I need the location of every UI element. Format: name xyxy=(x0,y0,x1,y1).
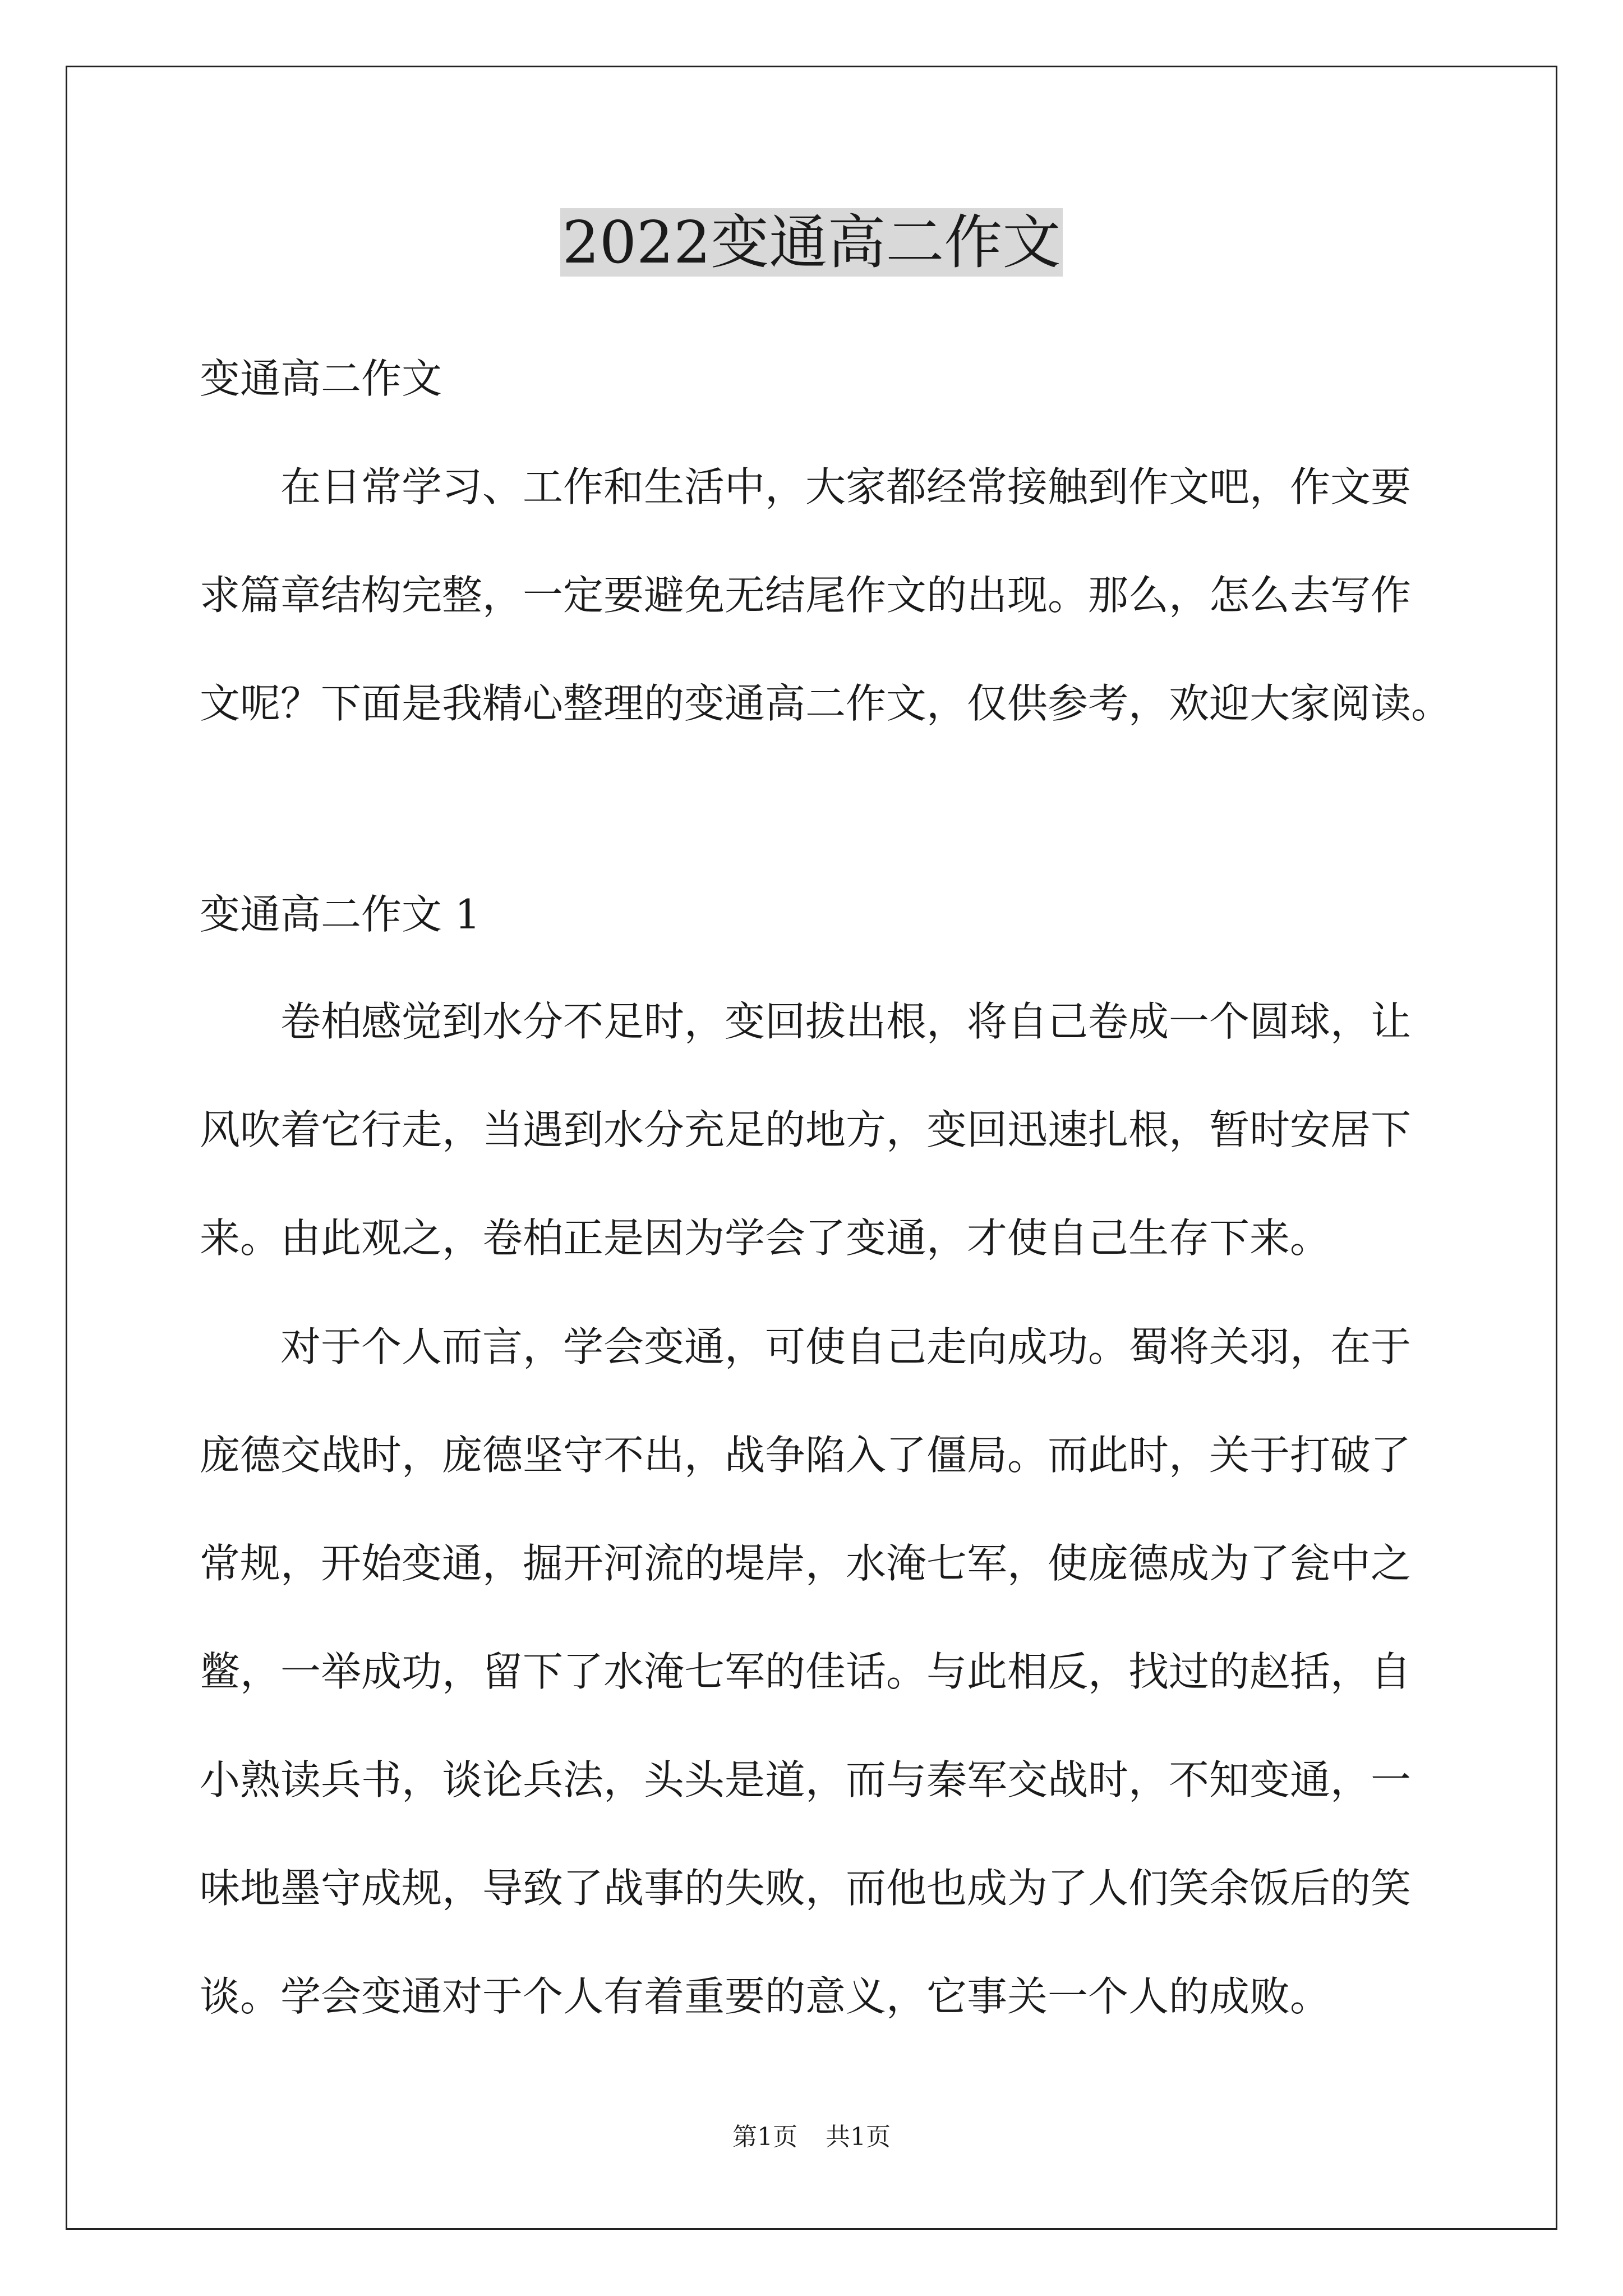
paragraph-line: 味地墨守成规，导致了战事的失败，而他也成为了人们笑余饭后的笑 xyxy=(200,1865,1412,1912)
paragraph-line: 谈。学会变通对于个人有着重要的意义，它事关一个人的成败。 xyxy=(200,1973,1331,2020)
title-text: 2022变通高二作文 xyxy=(560,208,1063,277)
page-footer xyxy=(0,2120,1623,2154)
paragraph-line: 庞德交战时，庞德坚守不出，战争陷入了僵局。而此时，关于打破了 xyxy=(200,1432,1412,1479)
page-total: 共1页 xyxy=(826,2123,891,2151)
paragraph-line: 在日常学习、工作和生活中，大家都经常接触到作文吧，作文要 xyxy=(280,463,1412,510)
paragraph-line: 小熟读兵书，谈论兵法，头头是道，而与秦军交战时，不知变通，一 xyxy=(200,1756,1412,1803)
intro-paragraph xyxy=(200,433,1452,758)
paragraph-line: 对于个人而言，学会变通，可使自己走向成功。蜀将关羽，在于 xyxy=(280,1323,1412,1370)
essay-paragraph-2 xyxy=(200,1293,1433,2051)
paragraph-line: 文呢？下面是我精心整理的变通高二作文，仅供参考，欢迎大家阅读。 xyxy=(200,680,1452,727)
essay-paragraph-1 xyxy=(200,968,1433,1292)
paragraph-line: 求篇章结构完整，一定要避免无结尾作文的出现。那么，怎么去写作 xyxy=(200,572,1412,619)
section-heading: 变通高二作文 1 xyxy=(200,891,481,938)
document-title xyxy=(0,203,1623,282)
intro-heading: 变通高二作文 xyxy=(200,355,442,402)
paragraph-line: 卷柏感觉到水分不足时，变回拔出根，将自己卷成一个圆球，让 xyxy=(280,998,1412,1045)
paragraph-line: 风吹着它行走，当遇到水分充足的地方，变回迅速扎根，暂时安居下 xyxy=(200,1106,1412,1153)
paragraph-line: 来。由此观之，卷柏正是因为学会了变通，才使自己生存下来。 xyxy=(200,1214,1331,1262)
page-number: 第1页 xyxy=(732,2123,797,2151)
paragraph-line: 鳖，一举成功，留下了水淹七军的佳话。与此相反，找过的赵括，自 xyxy=(200,1648,1412,1695)
paragraph-line: 常规，开始变通，掘开河流的堤岸，水淹七军，使庞德成为了瓮中之 xyxy=(200,1540,1412,1587)
